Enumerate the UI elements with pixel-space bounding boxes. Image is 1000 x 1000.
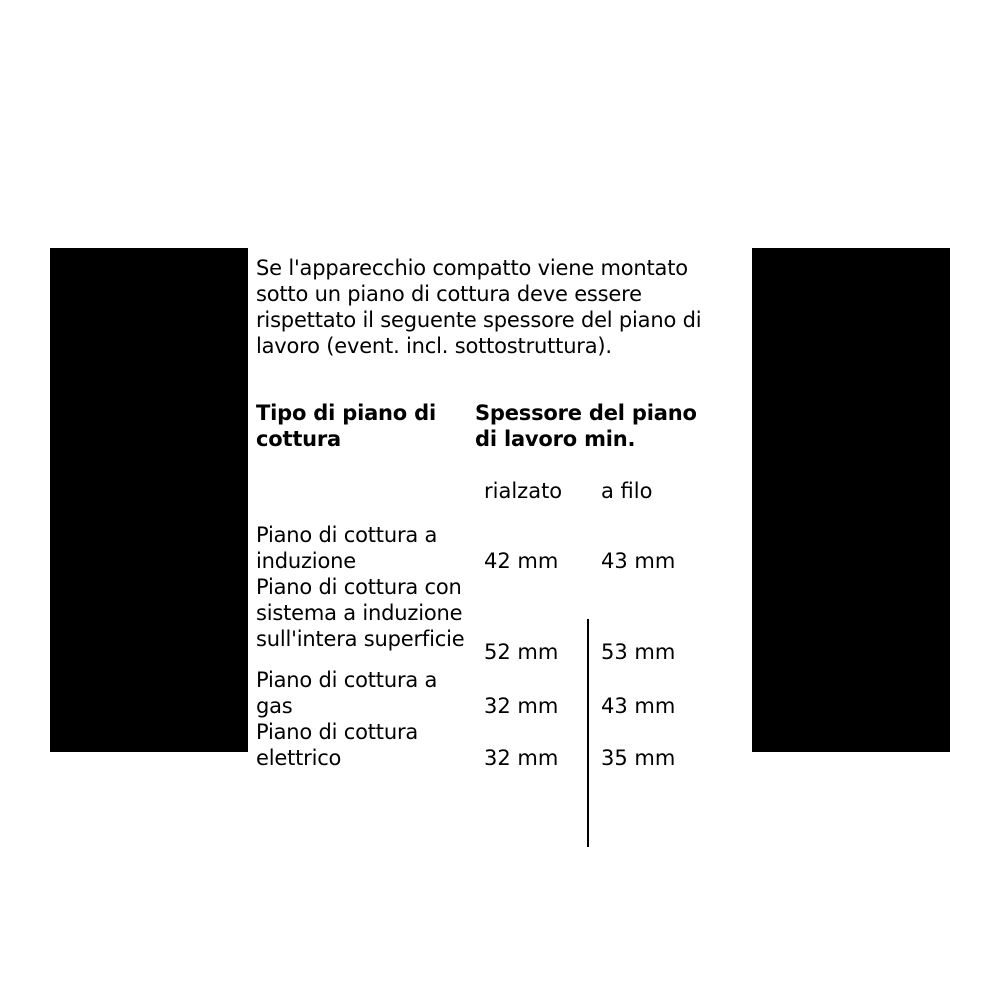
row-raised-value: 42 mm: [484, 549, 559, 573]
subheader-raised: rialzato: [484, 479, 563, 503]
table-subheader-row: [256, 478, 746, 522]
row-label: Piano di cottura con sistema a induzione sull'intera superficie: [256, 575, 465, 651]
table-row: [256, 719, 746, 771]
row-flush-value: 43 mm: [601, 694, 676, 718]
left-black-panel: [50, 248, 248, 752]
table-row: [256, 574, 746, 667]
row-label: Piano di cottura a gas: [256, 668, 438, 718]
row-flush-value: 43 mm: [601, 549, 676, 573]
intro-paragraph: Se l'apparecchio compatto viene montato sotto un piano di cottura deve essere rispettato il seguente spessore del piano di lavoro (event. incl. sottostruttura).: [256, 256, 702, 358]
column-divider: [587, 619, 589, 847]
table-row: [256, 667, 746, 719]
worktop-thickness-table: [256, 400, 746, 771]
subheader-flush: a filo: [601, 479, 653, 503]
row-flush-value: 53 mm: [601, 640, 676, 664]
column-header-worktop-thickness: Spessore del piano di lavoro min.: [475, 401, 697, 451]
right-black-panel: [752, 248, 950, 752]
document-content: [248, 248, 752, 770]
column-header-hob-type: Tipo di piano di cottura: [256, 401, 436, 451]
row-label: Piano di cottura a induzione: [256, 523, 438, 573]
table-header-row: [256, 400, 746, 478]
row-label: Piano di cottura elettrico: [256, 720, 419, 770]
row-raised-value: 32 mm: [484, 746, 559, 770]
row-flush-value: 35 mm: [601, 746, 676, 770]
row-raised-value: 32 mm: [484, 694, 559, 718]
table-row: [256, 522, 746, 574]
row-raised-value: 52 mm: [484, 640, 559, 664]
table-body: [256, 522, 746, 771]
